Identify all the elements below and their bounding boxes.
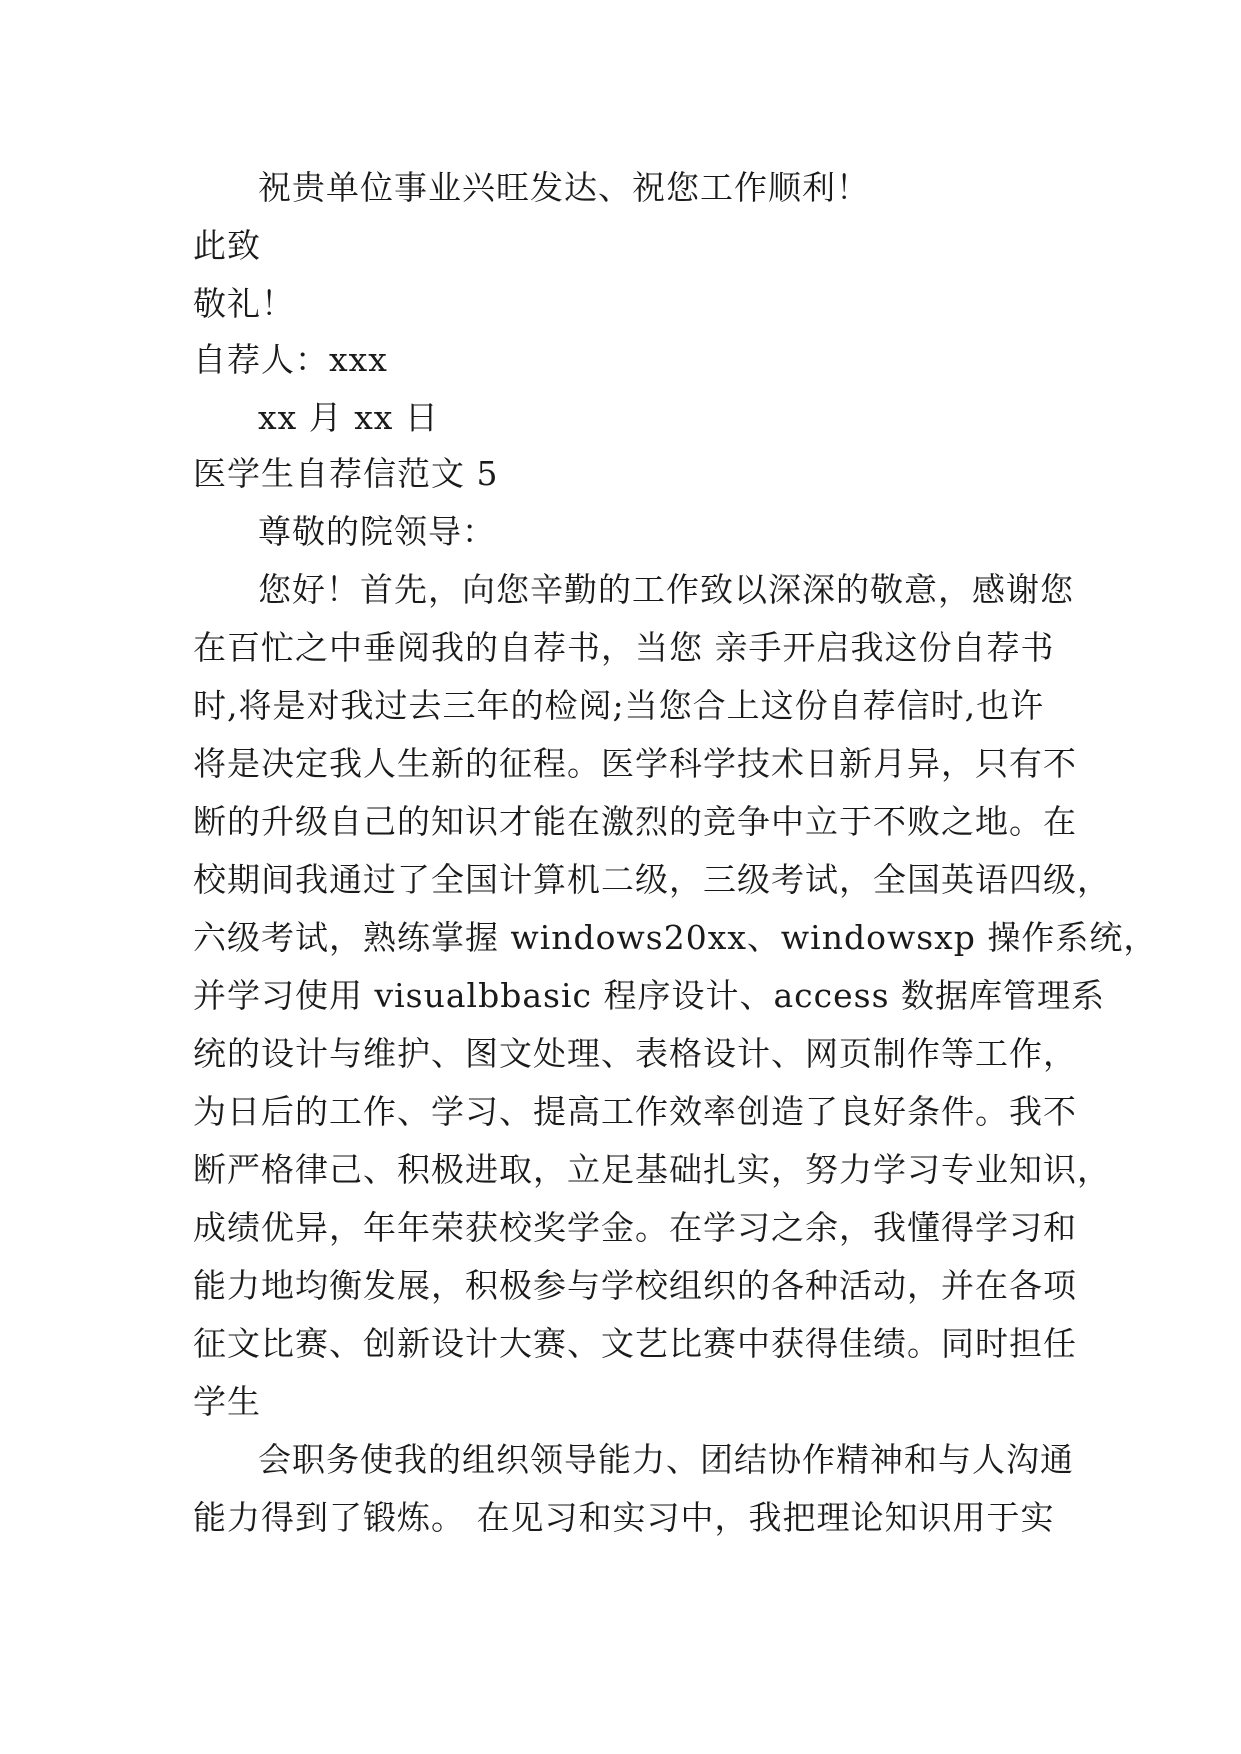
signature-name: 自荐人：xxx (193, 340, 388, 379)
body-line: 六级考试，熟练掌握 windows20xx、windowsxp 操作系统， (193, 918, 1158, 957)
body-line: 将是决定我人生新的征程。医学科学技术日新月异，只有不 (193, 744, 1077, 783)
body-line: 断严格律己、积极进取，立足基础扎实，努力学习专业知识， (193, 1150, 1111, 1189)
body-line: 能力地均衡发展，积极参与学校组织的各种活动，并在各项 (193, 1266, 1077, 1305)
salutation-cizhi: 此致 (193, 226, 261, 265)
signature-date: xx 月 xx 日 (258, 398, 439, 437)
closing-wish: 祝贵单位事业兴旺发达、祝您工作顺利！ (258, 168, 870, 207)
salutation-jingli: 敬礼！ (193, 284, 295, 323)
body-line: 统的设计与维护、图文处理、表格设计、网页制作等工作， (193, 1034, 1077, 1073)
body-line: 学生 (193, 1382, 261, 1421)
body-line: 能力得到了锻炼。 在见习和实习中，我把理论知识用于实 (193, 1498, 1055, 1537)
body-line: 征文比赛、创新设计大赛、文艺比赛中获得佳绩。同时担任 (193, 1324, 1077, 1363)
letter-greeting: 尊敬的院领导： (258, 512, 496, 551)
body-line: 会职务使我的组织领导能力、团结协作精神和与人沟通 (258, 1440, 1074, 1479)
body-line: 为日后的工作、学习、提高工作效率创造了良好条件。我不 (193, 1092, 1077, 1131)
body-line: 断的升级自己的知识才能在激烈的竞争中立于不败之地。在 (193, 802, 1077, 841)
body-line: 并学习使用 visualbbasic 程序设计、access 数据库管理系 (193, 976, 1106, 1015)
body-line: 您好！首先，向您辛勤的工作致以深深的敬意，感谢您 (258, 570, 1074, 609)
body-line: 成绩优异，年年荣获校奖学金。在学习之余，我懂得学习和 (193, 1208, 1077, 1247)
body-line: 校期间我通过了全国计算机二级，三级考试，全国英语四级， (193, 860, 1111, 899)
body-line: 时,将是对我过去三年的检阅;当您合上这份自荐信时,也许 (193, 686, 1045, 725)
body-line: 在百忙之中垂阅我的自荐书，当您 亲手开启我这份自荐书 (193, 628, 1055, 667)
section-title: 医学生自荐信范文 5 (193, 454, 499, 493)
